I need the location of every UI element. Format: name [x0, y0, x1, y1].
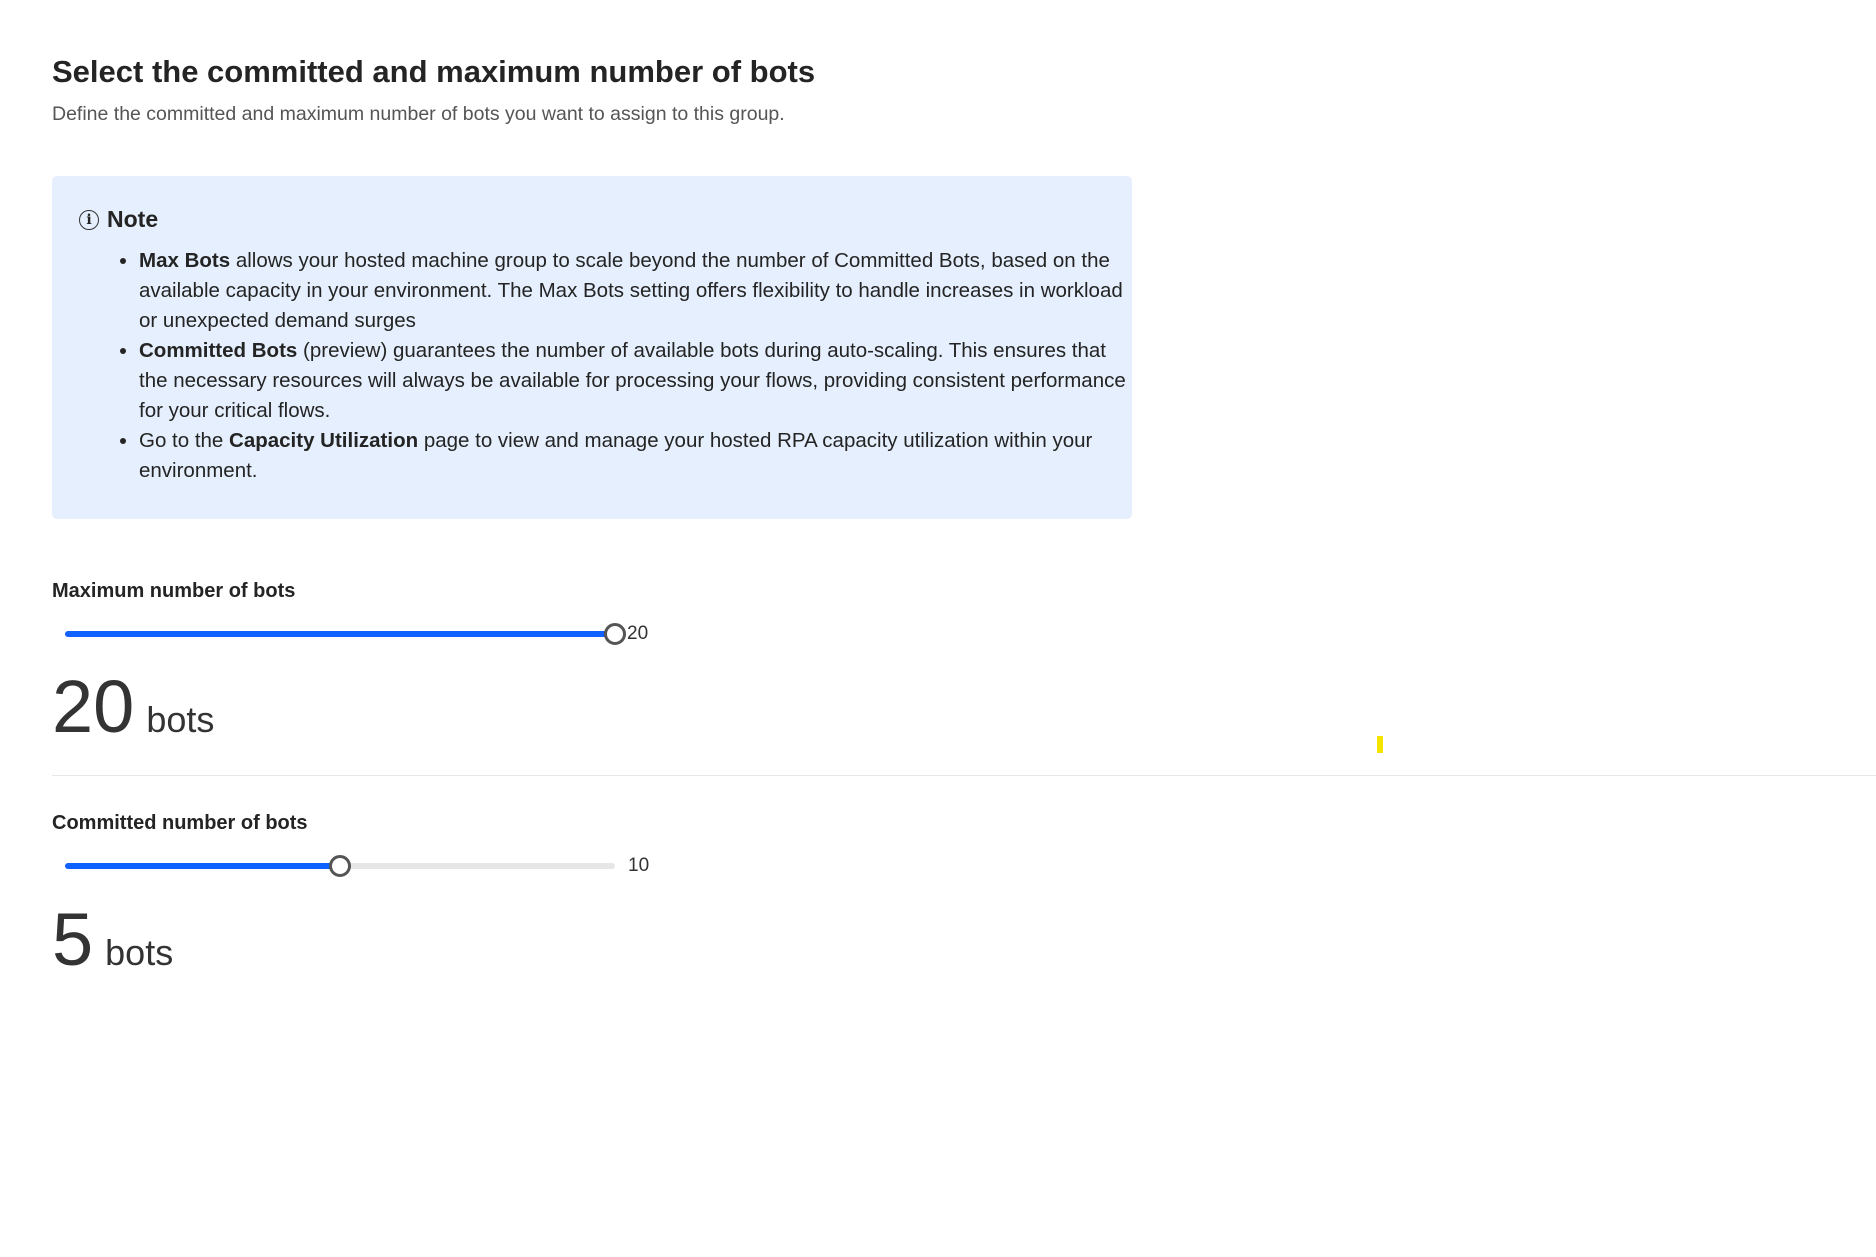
- note-title: Note: [107, 206, 159, 232]
- max-bots-value: [52, 665, 215, 748]
- max-bots-slider-max: 20: [627, 623, 649, 644]
- committed-bots-number: 5: [52, 898, 94, 981]
- slider-fill: [65, 631, 615, 637]
- committed-bots-value: [52, 898, 174, 981]
- note-header: [79, 206, 158, 233]
- note-item-max-bots: • Max Bots allows your hosted machine group to scale beyond the number of Committed Bots, based on the available capacity in your environment. The Max Bots setting offers flexibility to handle increases in workload or unexpected demand surges: [139, 246, 1139, 336]
- note-item-committed-bots: • Committed Bots (preview) guarantees the number of available bots during auto-scaling. This ensures that the necessary resources will always be available for processing your flows, providing consistent performance for your critical flows.: [139, 336, 1139, 426]
- highlight-marker: [1377, 736, 1383, 753]
- max-bots-slider[interactable]: [65, 631, 615, 637]
- max-bots-label: Maximum number of bots: [52, 580, 296, 602]
- slider-thumb[interactable]: [329, 855, 351, 877]
- slider-thumb[interactable]: [604, 623, 626, 645]
- slider-fill: [65, 863, 340, 869]
- section-divider: [52, 775, 1876, 776]
- note-list: [112, 246, 1139, 486]
- info-icon: i: [79, 210, 99, 230]
- committed-bots-label: Committed number of bots: [52, 812, 308, 834]
- page-subtitle: Define the committed and maximum number of bots you want to assign to this group.: [52, 103, 785, 125]
- note-box: [52, 176, 1132, 519]
- note-item-capacity-utilization: • Go to the Capacity Utilization page to view and manage your hosted RPA capacity utilization within your environment.: [139, 426, 1139, 486]
- committed-bots-slider-max: 10: [628, 855, 650, 876]
- page-title: Select the committed and maximum number of bots: [52, 54, 816, 89]
- committed-bots-unit: bots: [105, 932, 174, 973]
- committed-bots-slider[interactable]: [65, 863, 615, 869]
- max-bots-number: 20: [52, 665, 135, 748]
- max-bots-unit: bots: [146, 699, 215, 740]
